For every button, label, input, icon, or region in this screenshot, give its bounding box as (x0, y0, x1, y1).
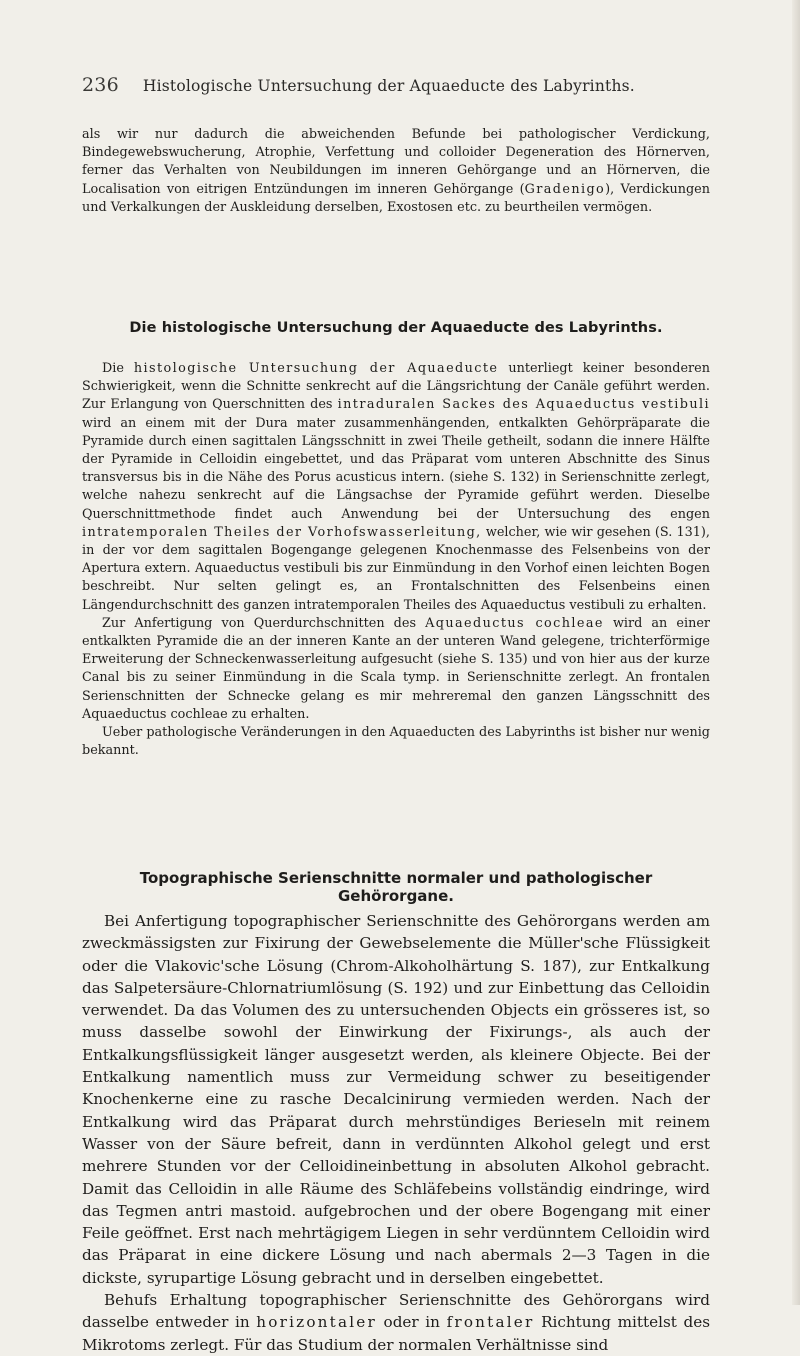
text: welcher, wie wir gesehen (S. 131), in der vor dem sagittalen Bogengange gelegenen Knochenmasse des Felsenbeins von der Apertura extern. Aquaeductus vestibuli bis zur Einmündung in den Vorhof einen leichten Bogen beschreibt. Nur selten gelingt es, an Frontalschnitten des Felsenbeins einen Längendurchschnitt des ganzen intratemporalen Theiles des Aquaeductus vestibuli zu erhalten. (82, 524, 710, 613)
intro-text-end: ), Verdickungen und Verkalkungen der Auskleidung derselben, Exostosen etc. zu beurtheilen vermögen. (82, 181, 710, 215)
text: Richtung mittelst des Mikrotoms zerlegt. Für das Studium der normalen Verhältnisse sind (82, 1313, 710, 1354)
paragraph (82, 615, 710, 724)
paragraph (82, 1289, 710, 1356)
page-edge (792, 0, 800, 1305)
spaced-term: horizontaler (256, 1313, 377, 1332)
text: Die (102, 361, 134, 376)
paragraph: Ueber pathologische Veränderungen in den Aquaeducten des Labyrinths ist bisher nur wenig bekannt. (82, 725, 710, 759)
spaced-term: frontaler (446, 1313, 535, 1332)
running-title: Histologische Untersuchung der Aquaeducte des Labyrinths. (142, 77, 635, 95)
intro-text: als wir nur dadurch die abweichenden Befunde bei pathologischer Verdickung, Bindegewebswucherung, Atrophie, Verfettung und colloider Degeneration des Hörnerven, ferner das Verhalten von Neubildungen im inneren Gehörgange und an Hörnerven, die Localisation von eitrigen Entzündungen im inneren Gehörgange ( (82, 127, 710, 197)
text: Behufs Erhaltung topographischer Serienschnitte des Gehörorgans wird dasselbe entweder in (82, 1291, 710, 1332)
spaced-term: Aquaeductus cochleae (425, 615, 604, 631)
page-number: 236 (82, 74, 119, 96)
text: wird an einer entkalkten Pyramide die an der inneren Kante an der unteren Wand gelegene, trichterförmige Erweiterung der Schneckenwasserleitung aufgesucht (siehe S. 135) und von hier aus der kurze Canal bis zu seiner Einmündung in die Scala tymp. in Serienschnitte zerlegt. An frontalen Serienschnitten der Schnecke gelang es mir mehreremal den ganzen Längsschnitt des Aquaeductus cochleae zu erhalten. (82, 615, 711, 722)
intro-paragraph (82, 126, 710, 217)
running-head (82, 74, 710, 96)
text: unterliegt keiner besonderen Schwierigkeit, wenn die Schnitte senkrecht auf die Längsrichtung der Canäle geführt werden. Zur Erlangung von Querschnitten des (82, 361, 710, 413)
intro-author: Gradenigo (524, 181, 606, 197)
section-heading-serienschnitte: Topographische Serienschnitte normaler und pathologischer Gehörorgane. (139, 869, 653, 905)
text: Zur Anfertigung von Querdurchschnitten des (102, 615, 426, 631)
spaced-term: intratemporalen Theiles der Vorhofswasserleitung, (82, 524, 482, 540)
paragraph (82, 360, 710, 615)
spaced-term: intraduralen Sackes des Aquaeductus vestibuli (337, 397, 710, 413)
section-aquaeducte-body (82, 360, 710, 760)
paragraph: Bei Anfertigung topographischer Serienschnitte des Gehörorgans werden am zweckmässigsten zur Fixirung der Gewebselemente die Müller'sche Flüssigkeit oder die Vlakovic'sche Lösung (Chrom-Alkoholhärtung S. 187), zur Entkalkung das Salpetersäure-Chlornatriumlösung (S. 192) und zur Einbettung das Celloidin verwendet. Da das Volumen des zu untersuchenden Objects ein grösseres ist, so muss dasselbe sowohl der Einwirkung der Fixirungs-, als auch der Entkalkungsflüssigkeit länger ausgesetzt werden, als kleinere Objecte. Bei der Entkalkung namentlich muss zur Vermeidung schwer zu beseitigender Knochenkerne eine zu rasche Decalcinirung vermieden werden. Nach der Entkalkung wird das Präparat durch mehrstündiges Berieseln mit reinem Wasser von der Säure befreit, dann in verdünnten Alkohol gelegt und erst mehrere Stunden vor der Celloidineinbettung in absoluten Alkohol gebracht. Damit das Celloidin in alle Räume des Schläfebeins vollständig eindringe, wird das Tegmen antri mastoid. aufgebrochen und der obere Bogengang mit einer Feile geöffnet. Erst nach mehrtägigem Liegen in sehr verdünntem Celloidin wird das Präparat in eine dickere Lösung und nach abermals 2—3 Tagen in die dickste, syrupartige Lösung gebracht und in derselben eingebettet. (82, 912, 710, 1287)
spaced-term: histologische Untersuchung der Aquaeducte (133, 361, 499, 376)
section-serienschnitte-body (82, 910, 710, 1356)
section-heading-aquaeducte: Die histologische Untersuchung der Aquaeducte des Labyrinths. (129, 320, 663, 336)
text: oder in (376, 1313, 447, 1332)
text: wird an einem mit der Dura mater zusammenhängenden, entkalkten Gehörpräparate die Pyramide durch einen sagittalen Längsschnitt in zwei Theile getheilt, sodann die innere Hälfte der Pyramide in Celloidin eingebettet, und das Präparat vom unteren Abschnitte des Sinus transversus bis in die Nähe des Porus acusticus intern. (siehe S. 132) in Serienschnitte zerlegt, welche nahezu senkrecht auf die Längsachse der Pyramide geführt werden. Dieselbe Querschnittmethode findet auch Anwendung bei der Untersuchung des engen (82, 415, 710, 522)
